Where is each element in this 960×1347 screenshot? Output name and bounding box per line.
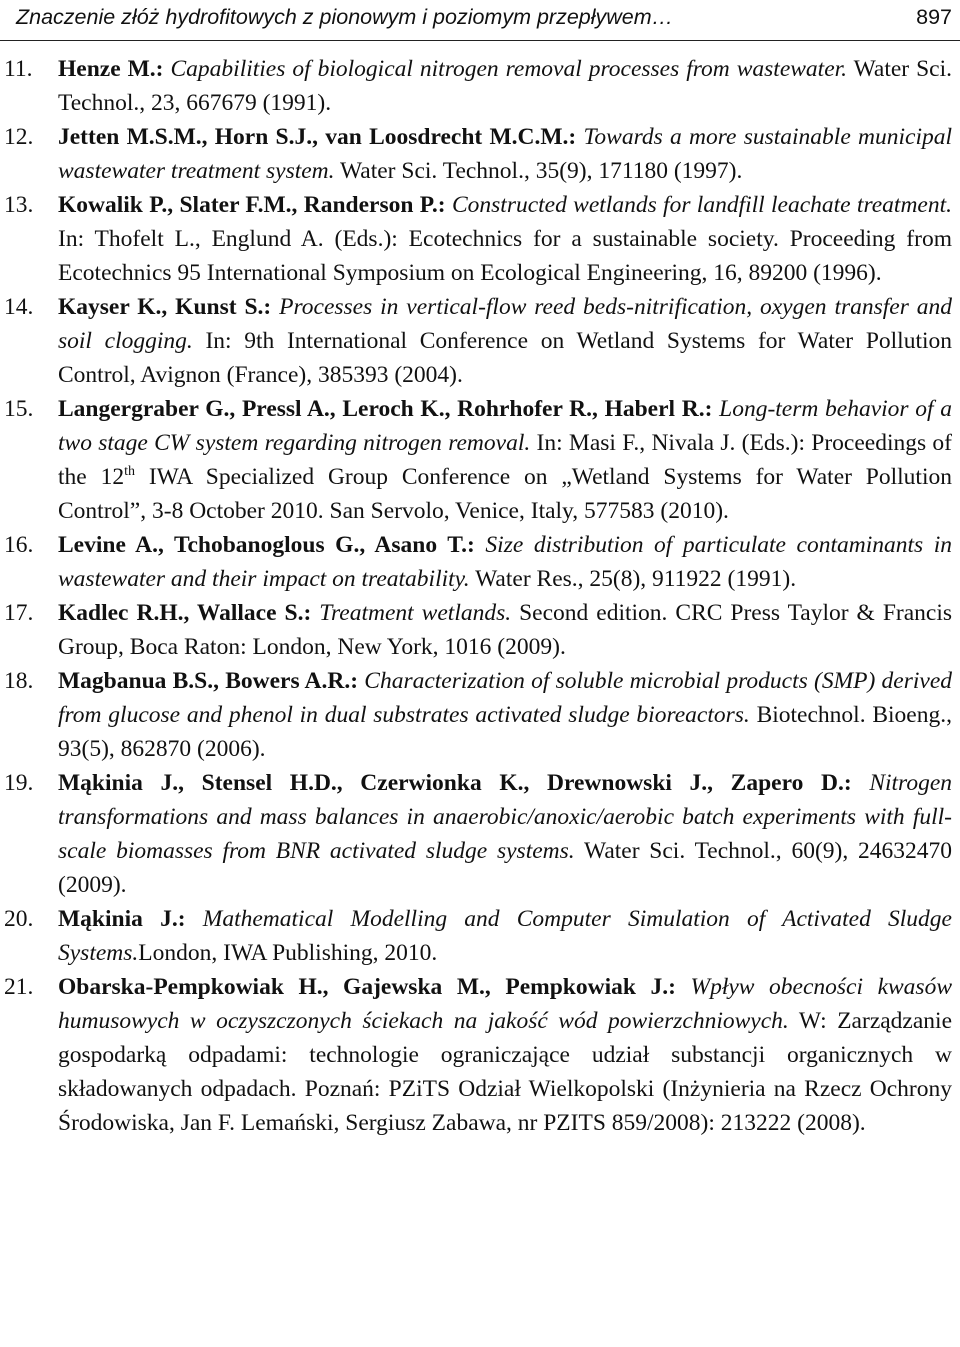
reference-item-13 — [0, 188, 960, 290]
reference-list — [0, 52, 960, 1140]
reference-authors: Langergraber G., Pressl A., Leroch K., Rohrhofer R., Haberl R.: — [58, 396, 713, 422]
reference-title: Nitrogen transformations and mass balances in anaerobic/anoxic/aerobic batch experiments with full-scale biomasses from BNR activated sludge systems. — [58, 770, 952, 864]
running-title: Znaczenie złóż hydrofitowych z pionowym i poziomym przepływem… — [16, 5, 674, 29]
reference-number: 21. — [4, 974, 34, 1000]
reference-source: In: Thofelt L., Englund A. (Eds.): Ecotechnics for a sustainable society. Proceeding from Ecotechnics 95 International Symposium on Ecological Engineering, 16, 89200 (1996). — [58, 226, 952, 286]
reference-title: Mathematical Modelling and Computer Simulation of Activated Sludge Systems. — [58, 906, 952, 966]
reference-item-20 — [0, 902, 960, 970]
reference-authors: Kowalik P., Slater F.M., Randerson P.: — [58, 192, 446, 218]
reference-title: Towards a more sustainable municipal wastewater treatment system. — [58, 124, 952, 184]
reference-title: Processes in vertical-flow reed beds-nitrification, oxygen transfer and soil clogging. — [58, 294, 953, 354]
reference-source: Water Sci. Technol., 35(9), 171180 (1997). — [339, 158, 743, 184]
reference-number: 15. — [4, 396, 34, 422]
reference-source: Second edition. CRC Press Taylor & Francis Group, Boca Raton: London, New York, 1016 (2009). — [58, 600, 952, 660]
reference-title: Long-term behavior of a two stage CW system regarding nitrogen removal. — [58, 396, 952, 456]
reference-item-15 — [0, 392, 960, 528]
reference-source: Water Sci. Technol., 60(9), 24632470 (2009). — [58, 838, 953, 898]
reference-item-21 — [0, 970, 960, 1140]
reference-item-17 — [0, 596, 960, 664]
reference-item-16 — [0, 528, 960, 596]
reference-authors: Mąkinia J., Stensel H.D., Czerwionka K., Drewnowski J., Zapero D.: — [58, 770, 852, 796]
reference-source: In: 9th International Conference on Wetland Systems for Water Pollution Control, Avignon (France), 385393 (2004). — [58, 328, 953, 388]
reference-title: Treatment wetlands. — [319, 600, 512, 626]
reference-number: 20. — [4, 906, 34, 932]
reference-authors: Jetten M.S.M., Horn S.J., van Loosdrecht M.C.M.: — [58, 124, 577, 150]
reference-authors: Kadlec R.H., Wallace S.: — [58, 600, 312, 626]
reference-title: Wpływ obecności kwasów humusowych w oczyszczonych ściekach na jakość wód powierzchniowych. — [58, 974, 953, 1034]
reference-item-14 — [0, 290, 960, 392]
reference-title: Capabilities of biological nitrogen removal processes from wastewater. — [170, 56, 848, 82]
reference-number: 14. — [4, 294, 34, 320]
reference-item-19 — [0, 766, 960, 902]
reference-authors: Magbanua B.S., Bowers A.R.: — [58, 668, 359, 694]
reference-number: 16. — [4, 532, 34, 558]
reference-source: Biotechnol. Bioeng., 93(5), 862870 (2006). — [58, 702, 952, 762]
running-header — [0, 0, 960, 41]
reference-source-end: IWA Specialized Group Conference on „Wetland Systems for Water Pollution Control”, 3-8 October 2010. San Servolo, Venice, Italy, 577583 (2010). — [58, 464, 952, 524]
reference-number: 11. — [4, 56, 33, 82]
reference-authors: Mąkinia J.: — [58, 906, 186, 932]
ordinal-suffix: th — [124, 464, 135, 480]
reference-authors: Henze M.: — [58, 56, 164, 82]
reference-number: 18. — [4, 668, 34, 694]
reference-source: London, IWA Publishing, 2010. — [138, 940, 438, 966]
reference-authors: Obarska-Pempkowiak H., Gajewska M., Pempkowiak J.: — [58, 974, 676, 1000]
reference-item-11 — [0, 52, 960, 120]
page-number: 897 — [916, 5, 952, 29]
reference-source: Water Sci. Technol., 23, 667679 (1991). — [58, 56, 953, 116]
reference-number: 17. — [4, 600, 34, 626]
reference-source: Water Res., 25(8), 911922 (1991). — [475, 566, 797, 592]
reference-number: 12. — [4, 124, 34, 150]
reference-number: 13. — [4, 192, 34, 218]
reference-number: 19. — [4, 770, 34, 796]
reference-title: Size distribution of particulate contaminants in wastewater and their impact on treatability. — [58, 532, 952, 592]
reference-title: Characterization of soluble microbial products (SMP) derived from glucose and phenol in dual substrates activated sludge bioreactors. — [58, 668, 953, 728]
reference-item-12 — [0, 120, 960, 188]
reference-authors: Kayser K., Kunst S.: — [58, 294, 272, 320]
reference-title: Constructed wetlands for landfill leachate treatment. — [451, 192, 953, 218]
reference-authors: Levine A., Tchobanoglous G., Asano T.: — [58, 532, 475, 558]
reference-item-18 — [0, 664, 960, 766]
reference-source-start: In: Masi F., Nivala J. (Eds.): Proceedings of the 12 — [58, 430, 952, 490]
reference-source: W: Zarządzanie gospodarką odpadami: technologie ograniczające udział substancji organicznych w składowanych odpadach. Poznań: PZiTS Odział Wielkopolski (Inżynieria na Rzecz Ochrony Środowiska, Jan F. Lemański, Sergiusz Zabawa, nr PZITS 859/2008): 213222 (2008). — [58, 1008, 952, 1136]
